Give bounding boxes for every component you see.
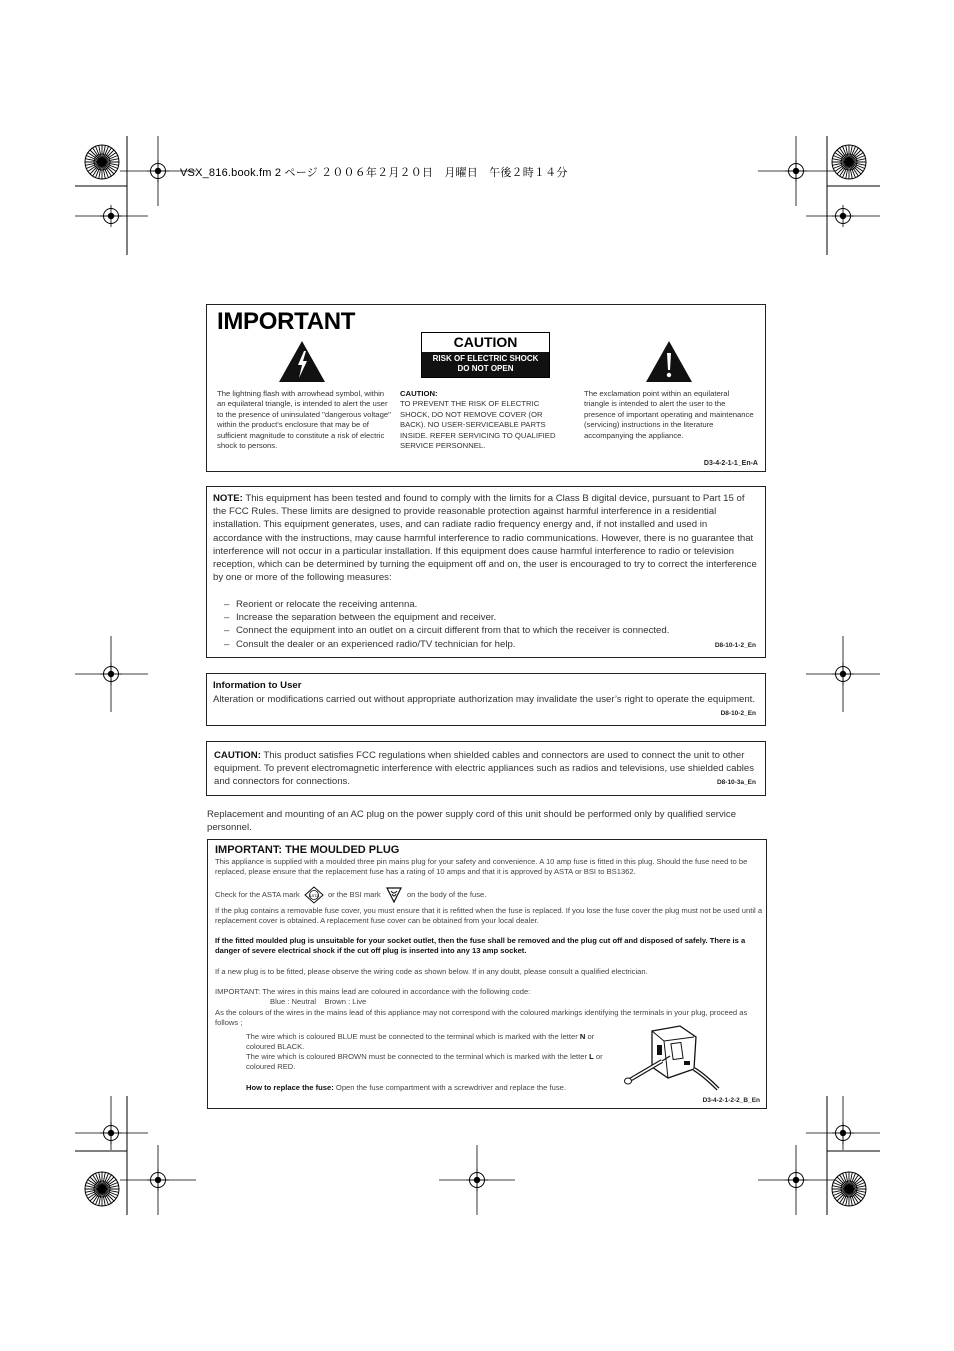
blue-wire-letter: N <box>579 1032 586 1041</box>
blue-wire-instruction <box>246 1032 621 1052</box>
asta-mark-text: ASTA <box>308 893 319 898</box>
blue-wire-text: The wire which is coloured BLUE must be connected to the terminal which is marked with the letter <box>246 1032 578 1041</box>
caution-description <box>400 389 570 451</box>
important-code: D3-4-2-1-1_En-A <box>703 460 758 467</box>
blue-wire-alt: or coloured BLACK. <box>246 1032 595 1051</box>
info-user-text: Alteration or modifications carried out without appropriate authorization may invalidate the user’s right to operate the equipment. <box>213 694 756 705</box>
check-body-text: on the body of the fuse. <box>406 890 487 899</box>
list-item: – Consult the dealer or an experienced radio/TV technician for help. <box>221 638 758 651</box>
fuse-mark-line <box>215 886 763 904</box>
list-item: – Reorient or relocate the receiving antenna. <box>221 598 758 611</box>
brown-wire-letter: L <box>589 1052 594 1061</box>
caution-label-sub2: DO NOT OPEN <box>457 364 514 373</box>
brown-wire-alt: or coloured RED. <box>246 1052 603 1071</box>
check-bsi-text: or the BSI mark <box>327 890 381 899</box>
plug-warning-bold: If the fitted moulded plug is unsuitable for your socket outlet, then the fuse shall be removed and the plug cut off and disposed of safely. There is a danger of severe electrical shock if the cut off plug is inserted into any 13 amp socket. <box>215 936 746 955</box>
print-file-info: VSX_816.book.fm 2 ページ ２００６年２月２０日 月曜日 午後２時１４分 <box>180 167 568 179</box>
plug-code: D3-4-2-1-2-2_B_En <box>702 1097 760 1104</box>
plug-paragraph-6: As the colours of the wires in the mains lead of this appliance may not correspond with the coloured markings identifying the terminals in your plug, proceed as follows ; <box>215 1008 748 1027</box>
caution-fcc-text <box>214 749 756 789</box>
bsi-mark-icon <box>385 886 403 904</box>
list-item: – Increase the separation between the equipment and receiver. <box>221 611 758 624</box>
plug-heading: IMPORTANT: THE MOULDED PLUG <box>215 844 400 856</box>
caution-label-sub1: RISK OF ELECTRIC SHOCK <box>432 354 539 363</box>
plug-paragraph-5: IMPORTANT: The wires in this mains lead are coloured in accordance with the following code: <box>215 987 531 996</box>
fuse-replace-label: How to replace the fuse: <box>246 1083 334 1092</box>
replacement-text: Replacement and mounting of an AC plug on the power supply cord of this unit should be performed only by qualified service personnel. <box>207 809 737 834</box>
caution-fcc-body: This product satisfies FCC regulations when shielded cables and connectors are used to connect the unit to other equipment. To prevent electromagnetic interference with electric appliances such as radios and televisions, use shielded cables and connectors for connections. <box>214 750 755 788</box>
info-user-code: D8-10-2_En <box>720 710 756 717</box>
brown-wire-text: The wire which is coloured BROWN must be connected to the terminal which is marked with the letter <box>246 1052 588 1061</box>
caution-heading: CAUTION: <box>400 389 438 398</box>
caution-label <box>421 332 550 378</box>
important-title: IMPORTANT <box>217 308 356 335</box>
plug-paragraph-4: If a new plug is to be fitted, please observe the wiring code as shown below. If in any doubt, please consult a qualified electrician. <box>215 967 648 976</box>
note-code: D8-10-1-2_En <box>714 642 756 649</box>
lightning-warning-icon <box>278 340 326 383</box>
lightning-description: The lightning flash with arrowhead symbol, within an equilateral triangle, is intended to alert the user to the presence of uninsulated "dangerous voltage" within the product's enclosure that may be of sufficient magnitude to constitute a risk of electric shock to persons. <box>217 389 391 451</box>
fuse-replace-text: Open the fuse compartment with a screwdriver and replace the fuse. <box>335 1083 566 1092</box>
caution-text: TO PREVENT THE RISK OF ELECTRIC SHOCK, DO NOT REMOVE COVER (OR BACK). NO USER-SERVICEABLE PARTS INSIDE. REFER SERVICING TO QUALIFIED SERVICE PERSONNEL. <box>400 399 556 451</box>
info-user-heading: Information to User <box>213 680 302 691</box>
caution-fcc-label: CAUTION: <box>214 750 261 761</box>
list-item: – Connect the equipment into an outlet on a circuit different from that to which the receiver is connected. <box>221 624 758 637</box>
exclamation-description: The exclamation point within an equilateral triangle is intended to alert the user to the presence of important operating and maintenance (servicing) instructions in the literature accompanying the appliance. <box>584 389 754 440</box>
plug-paragraph-2: If the plug contains a removable fuse cover, you must ensure that it is refitted when the fuse is replaced. If you lose the fuse cover the plug must not be used until a replacement cover is obtained. A replacement fuse cover can be obtained from your local dealer. <box>215 906 763 925</box>
note-label: NOTE: <box>213 493 243 504</box>
exclamation-warning-icon <box>645 340 693 383</box>
caution-fcc-code: D8-10-3a_En <box>716 779 756 786</box>
plug-paragraph-1: This appliance is supplied with a moulded three pin mains plug for your safety and convenience. A 10 amp fuse is fitted in this plug. Should the fuse need to be replaced, please ensure that the replacement fuse has a rating of 10 amps and that it is approved by ASTA or BSI to BS1362. <box>215 857 748 876</box>
asta-mark-icon <box>304 886 324 904</box>
wire-colour-code: Blue : Neutral Brown : Live <box>270 997 367 1006</box>
note-body: This equipment has been tested and found to comply with the limits for a Class B digital device, pursuant to Part 15 of the FCC Rules. These limits are designed to provide reasonable protection against harmful interference in a residential installation. This equipment generates, uses, and can radiate radio frequency energy and, if not installed and used in accordance with the instructions, may cause harmful interference to radio communications. However, there is no guarantee that interference will not occur in a particular installation. If this equipment does cause harmful interference to radio or television reception, which can be determined by turning the equipment off and on, the user is encouraged to try to correct the interference by one or more of the following measures: <box>213 493 757 584</box>
check-asta-text: Check for the ASTA mark <box>215 890 300 899</box>
caution-label-title: CAUTION <box>422 333 549 352</box>
brown-wire-instruction <box>246 1052 621 1072</box>
fuse-replace-instruction <box>246 1083 566 1093</box>
plug-fuse-illustration-icon <box>622 1023 722 1093</box>
fcc-measures-list <box>221 598 758 651</box>
fcc-note-text <box>213 492 758 584</box>
